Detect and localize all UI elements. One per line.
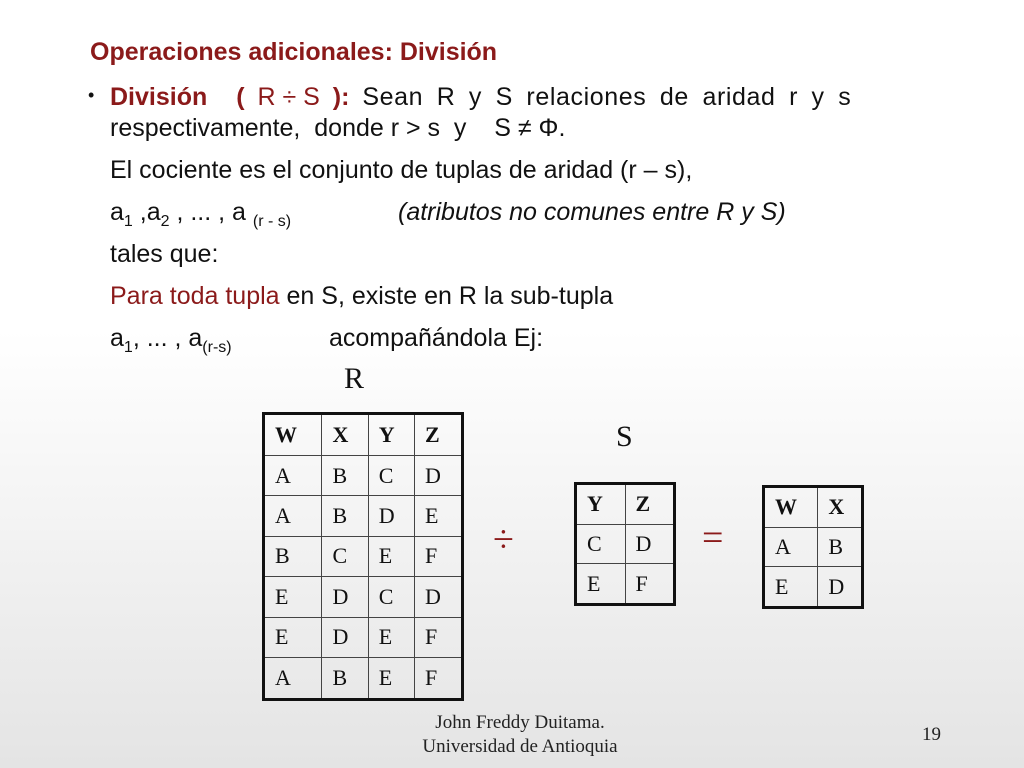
- table-row: [764, 567, 863, 608]
- attr-sub-3: (r - s): [252, 213, 292, 230]
- table-cell: C: [322, 536, 368, 576]
- subtuple-mid: , ... , a: [132, 324, 203, 352]
- table-row: [264, 577, 463, 617]
- table-cell: D: [322, 577, 368, 617]
- table-cell: D: [818, 567, 863, 608]
- column-header: Y: [368, 414, 414, 456]
- attr-sub-2: 2: [160, 213, 170, 230]
- table-cell: B: [322, 658, 368, 700]
- table-cell: D: [368, 496, 414, 536]
- table-cell: D: [322, 617, 368, 657]
- attr-mid-1: ,a: [132, 198, 161, 226]
- equals-operator: =: [702, 517, 724, 559]
- table-cell: C: [576, 524, 626, 563]
- table-cell: F: [414, 617, 462, 657]
- table-cell: E: [414, 496, 462, 536]
- table-header-row: [264, 414, 463, 456]
- relation-s-name: S: [616, 420, 633, 453]
- footer-institution: Universidad de Antioquia: [422, 736, 618, 757]
- table-cell: C: [368, 577, 414, 617]
- attr-mid-2: , ... , a: [169, 198, 253, 226]
- divide-operator: ÷: [493, 519, 514, 561]
- for-all-phrase: Para toda tupla: [110, 282, 280, 310]
- relation-s-table: [574, 482, 676, 606]
- footer-author: John Freddy Duitama.: [435, 712, 605, 733]
- attributes-note: (atributos no comunes entre R y S): [398, 198, 786, 226]
- relation-r-name: R: [344, 362, 365, 395]
- division-definition-line: [110, 83, 851, 112]
- quotient-description: El cociente es el conjunto de tuplas de aridad (r – s),: [110, 156, 693, 184]
- accompanying-text: acompañándola Ej:: [329, 324, 544, 352]
- subtuple-sub-2: (r-s): [202, 339, 232, 356]
- page-number: 19: [922, 724, 941, 745]
- table-cell: E: [264, 577, 322, 617]
- table-cell: E: [264, 617, 322, 657]
- table-cell: A: [764, 527, 818, 566]
- table-row: [576, 524, 675, 563]
- subtuple-line: [110, 324, 232, 357]
- column-header: Y: [576, 484, 626, 525]
- table-row: [264, 455, 463, 495]
- table-cell: F: [625, 564, 675, 605]
- for-all-rest: en S, existe en R la sub-tupla: [279, 282, 614, 310]
- table-header-row: [764, 487, 863, 528]
- division-expression: R ÷ S: [257, 83, 320, 111]
- subtuple-sub-1: 1: [123, 339, 133, 356]
- footer-credit: [380, 711, 660, 759]
- table-cell: E: [368, 658, 414, 700]
- definition-continuation: respectivamente, donde r > s y S ≠ Φ.: [110, 114, 566, 142]
- table-cell: B: [322, 455, 368, 495]
- table-cell: F: [414, 658, 462, 700]
- table-row: [764, 527, 863, 566]
- paren-close: ):: [332, 83, 350, 111]
- table-row: [264, 658, 463, 700]
- table-row: [264, 536, 463, 576]
- column-header: Z: [414, 414, 462, 456]
- table-cell: E: [368, 536, 414, 576]
- table-cell: A: [264, 496, 322, 536]
- column-header: X: [818, 487, 863, 528]
- bullet-marker: •: [88, 85, 95, 105]
- table-cell: E: [576, 564, 626, 605]
- subtuple-a: a: [110, 324, 124, 352]
- paren-open: (: [236, 83, 245, 111]
- table-cell: C: [368, 455, 414, 495]
- attr-a: a: [110, 198, 124, 226]
- table-cell: D: [625, 524, 675, 563]
- relation-r-table: [262, 412, 464, 701]
- table-row: [264, 617, 463, 657]
- table-cell: D: [414, 577, 462, 617]
- attr-sub-1: 1: [123, 213, 133, 230]
- table-cell: A: [264, 658, 322, 700]
- table-cell: A: [264, 455, 322, 495]
- table-cell: B: [264, 536, 322, 576]
- division-label: División: [110, 83, 208, 111]
- result-table: [762, 485, 864, 609]
- for-all-line: [110, 282, 613, 311]
- table-cell: F: [414, 536, 462, 576]
- table-cell: D: [414, 455, 462, 495]
- slide-title: Operaciones adicionales: División: [90, 38, 498, 66]
- table-cell: B: [322, 496, 368, 536]
- definition-text: Sean R y S relaciones de aridad r y s: [362, 83, 852, 111]
- table-cell: E: [368, 617, 414, 657]
- table-header-row: [576, 484, 675, 525]
- column-header: X: [322, 414, 368, 456]
- table-row: [264, 496, 463, 536]
- table-cell: B: [818, 527, 863, 566]
- column-header: Z: [625, 484, 675, 525]
- such-that-line: tales que:: [110, 240, 219, 268]
- table-row: [576, 564, 675, 605]
- column-header: W: [264, 414, 322, 456]
- attributes-line: [110, 198, 291, 231]
- column-header: W: [764, 487, 818, 528]
- table-cell: E: [764, 567, 818, 608]
